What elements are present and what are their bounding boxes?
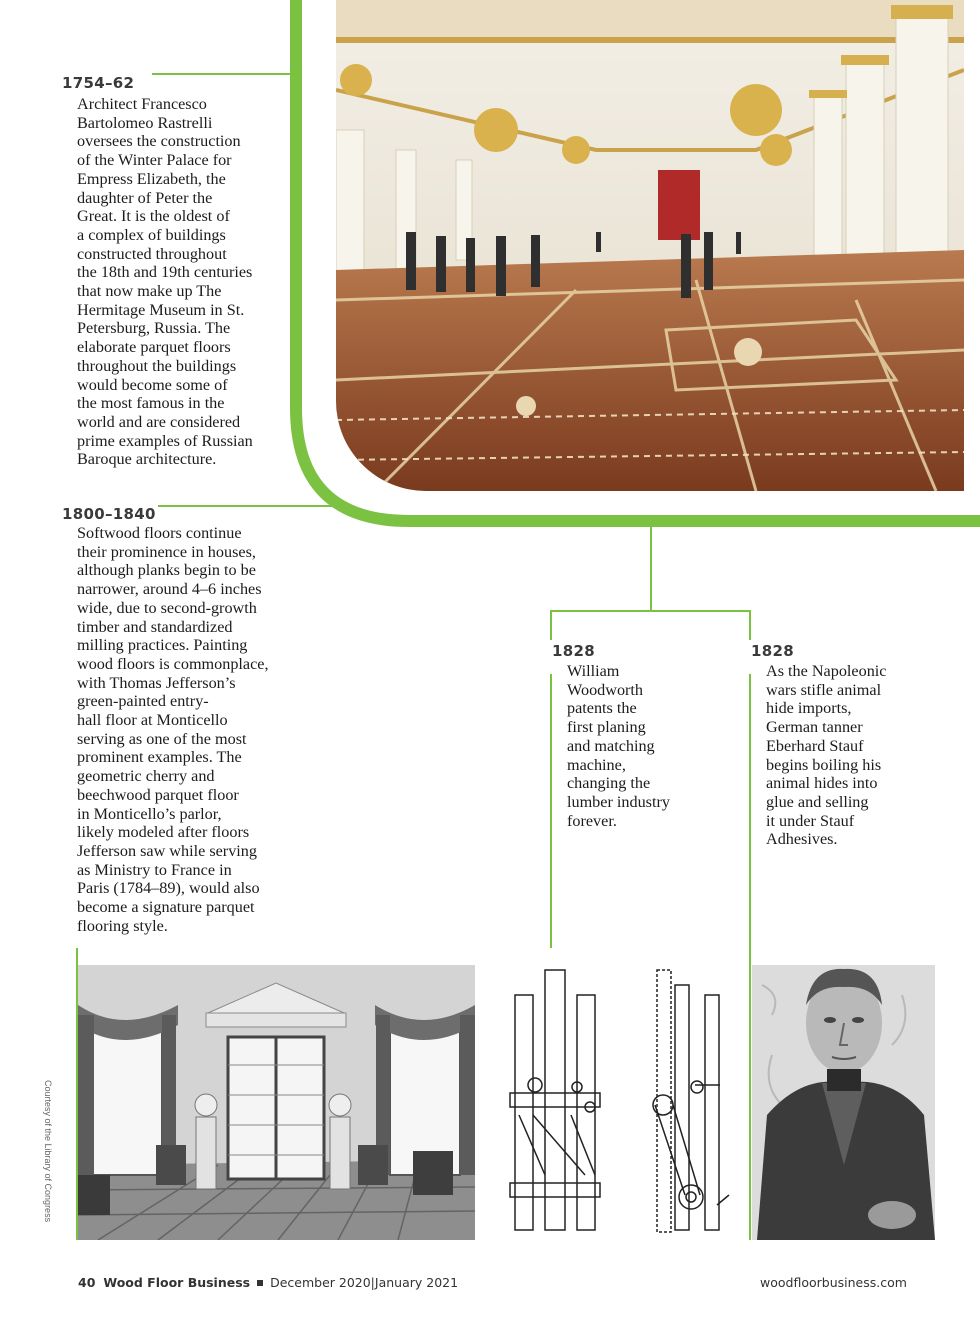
entry-body: As the Napoleonic wars stifle animal hide imports, German tanner Eberhard Stauf begins boiling his animal hides into glue and selling it under Stauf Adhesives.: [766, 662, 887, 849]
entry-rule: [550, 674, 552, 948]
entry-year: 1828: [751, 642, 794, 660]
footer-left: [78, 1275, 458, 1290]
branch-bar: [550, 610, 751, 612]
winter-palace-hall-photo: [336, 0, 964, 491]
magazine-name: Wood Floor Business: [103, 1275, 251, 1290]
entry-body: Softwood floors continue their prominence in houses, although planks begin to be narrower, around 4–6 inches wide, due to second-growth timber and standardized milling practices. Painting wood floors is commonplace, with Thomas Jefferson’s green-painted entry- hall floor at Monticello serving as one of the most prominent examples. The geometric cherry and beechwood parquet floor in Monticello’s parlor, likely modeled after floors Jefferson saw while serving as Ministry to France in Paris (1784–89), would also become a signature parquet flooring style.: [77, 524, 269, 935]
entry-year: 1754–62: [62, 74, 135, 92]
monticello-parlor-photo: [78, 965, 475, 1240]
branch-right-drop: [749, 610, 751, 640]
entry-body: William Woodworth patents the first planing and matching machine, changing the lumber industry forever.: [567, 662, 670, 830]
branch-trunk: [650, 527, 652, 612]
connector-1754: [152, 73, 296, 75]
entry-body: Architect Francesco Bartolomeo Rastrelli oversees the construction of the Winter Palace for Empress Elizabeth, the daughter of Peter the Great. It is the oldest of a complex of buildings constructed throughout the 18th and 19th centuries that now make up The Hermitage Museum in St. Petersburg, Russia. The elaborate parquet floors throughout the buildings would become some of the most famous in the world and are considered prime examples of Russian Baroque architecture.: [77, 95, 253, 469]
entry-year: 1800–1840: [62, 505, 156, 523]
issue-date: December 2020|January 2021: [270, 1275, 459, 1290]
website-link[interactable]: woodfloorbusiness.com: [760, 1275, 907, 1290]
page-number: 40: [78, 1275, 96, 1290]
footer-separator: [257, 1280, 263, 1286]
photo-credit: Courtesy of the Library of Congress: [43, 1080, 53, 1223]
connector-1800: [158, 505, 338, 507]
planing-machine-drawing: [505, 965, 730, 1240]
entry-year: 1828: [552, 642, 595, 660]
entry-rule: [749, 674, 751, 1240]
branch-left-drop: [550, 610, 552, 640]
eberhard-stauf-portrait: [752, 965, 935, 1240]
